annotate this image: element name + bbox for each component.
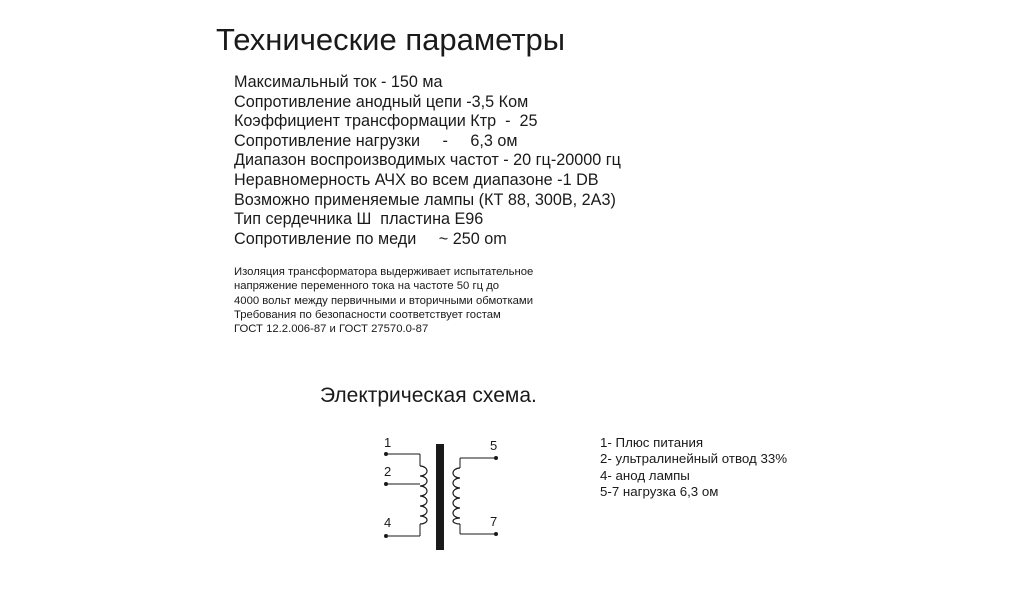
note-line: Изоляция трансформатора выдерживает испытательное	[234, 266, 534, 278]
param-tubes: Возможно применяемые лампы (КТ 88, 300В, 2А3)	[234, 190, 616, 209]
pin-5-label: 5	[490, 438, 498, 453]
note-line: 4000 вольт между первичными и вторичными обмотками	[234, 294, 534, 307]
page-title: Технические параметры	[216, 22, 566, 57]
pin-5-dot	[494, 456, 498, 460]
schema-title: Электрическая схема.	[320, 384, 537, 407]
param-transform-ratio: Коэффициент трансформации Ктр - 25	[234, 112, 538, 131]
pin-4-dot	[384, 534, 388, 538]
pin-2-label: 2	[384, 464, 392, 479]
note-line: ГОСТ 12.2.006-87 и ГОСТ 27570.0-87	[234, 323, 429, 336]
param-copper-resistance: Сопротивление по меди ~ 250 om	[234, 229, 507, 248]
param-load-resistance: Сопротивление нагрузки - 6,3 ом	[234, 131, 518, 150]
note-line: напряжение переменного тока на частоте 50 гц до	[234, 280, 500, 293]
legend-item: 5-7 нагрузка 6,3 ом	[600, 483, 719, 499]
param-max-current: Максимальный ток - 150 ма	[234, 73, 443, 91]
param-anode-resistance: Сопротивление анодный цепи -3,5 Ком	[234, 92, 529, 111]
pin-legend	[600, 435, 787, 500]
pin-7-label: 7	[490, 514, 498, 529]
transformer-schematic	[370, 428, 520, 554]
legend-item: 4- анод лампы	[600, 467, 690, 483]
secondary-coil	[453, 468, 460, 524]
note-line: Требования по безопасности соответствует гостам	[234, 308, 501, 321]
transformer-core	[436, 444, 444, 550]
pin-1-label: 1	[384, 435, 392, 450]
pin-4-label: 4	[384, 515, 392, 530]
param-frequency-range: Диапазон воспроизводимых частот - 20 гц-20000 гц	[234, 151, 621, 170]
legend-item: 2- ультралинейный отвод 33%	[600, 451, 788, 467]
insulation-notes	[234, 265, 533, 336]
pin-7-dot	[494, 532, 498, 536]
pin-2-dot	[384, 482, 388, 486]
parameters-list	[234, 73, 621, 249]
param-frequency-response: Неравномерность АЧХ во всем диапазоне -1 DB	[234, 170, 599, 189]
param-core-type: Тип сердечника Ш пластина Е96	[234, 210, 484, 229]
primary-coil	[420, 466, 427, 524]
legend-item: 1- Плюс питания	[600, 435, 704, 450]
pin-1-dot	[384, 452, 388, 456]
